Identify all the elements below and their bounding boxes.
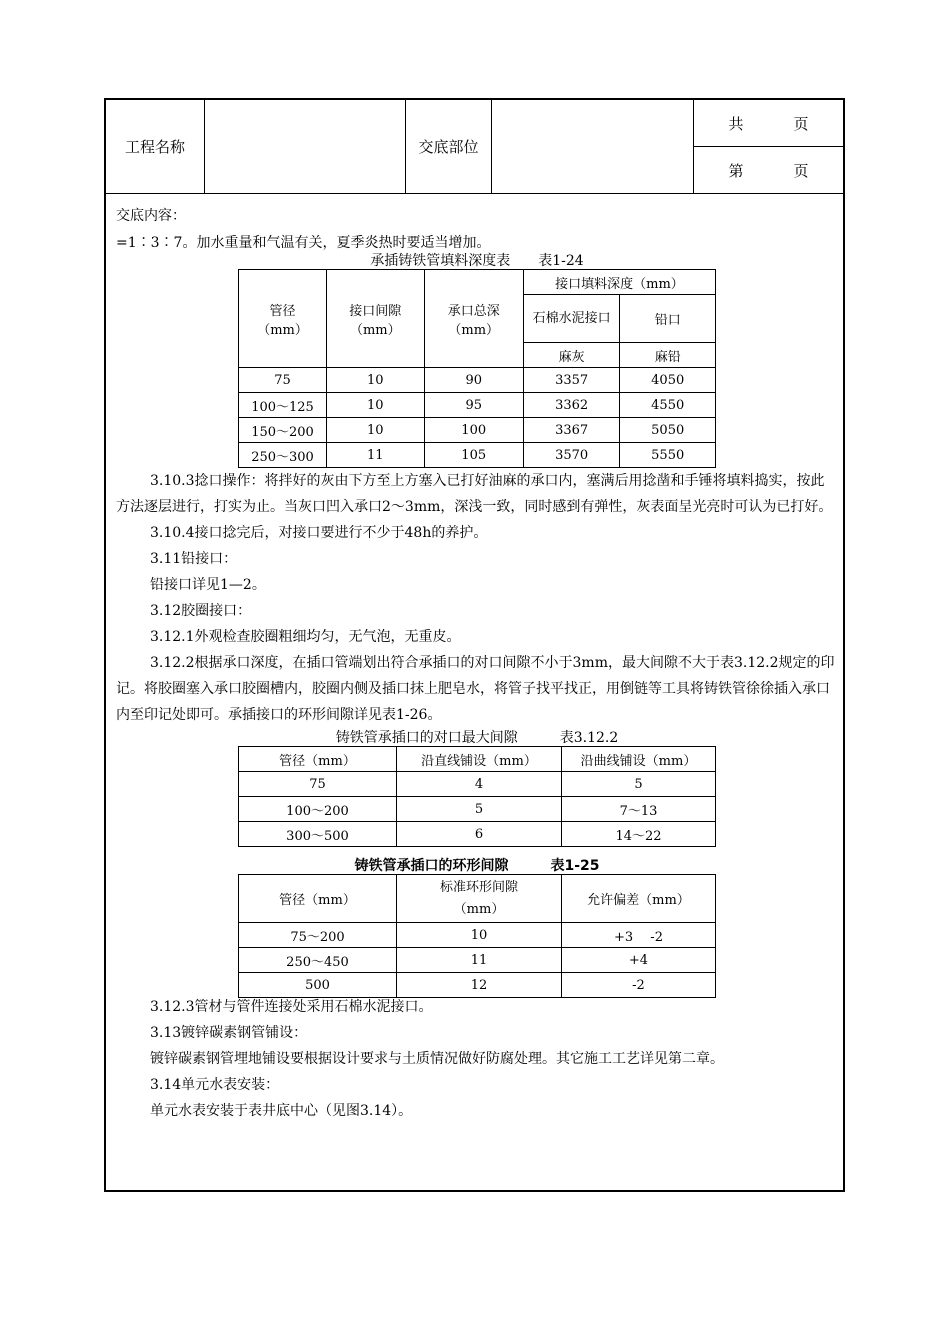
- location-value[interactable]: [492, 100, 694, 193]
- t1-h-depth: 承口总深 （mm）: [424, 270, 523, 368]
- table-row: 300～500 6 14～22: [239, 822, 716, 847]
- table-row: 75～200 10 +3 -2: [239, 923, 716, 948]
- t3-h-diameter: 管径（mm）: [239, 875, 397, 923]
- t2-h-curve: 沿曲线铺设（mm）: [562, 747, 716, 772]
- para-3-14: 3.14单元水表安装：: [150, 1077, 280, 1093]
- location-label: 交底部位: [406, 100, 492, 193]
- table-row: 250～300 11 105 3570 5550: [239, 443, 716, 468]
- para-3-12-2: 3.12.2根据承口深度，在插口管端划出符合承插口的对口间隙不小于3mm，最大间隙不大于表3.12.2规定的印记。将胶圈塞入承口胶圈槽内，胶圈内侧及插口抹上肥皂水，将管子找平找正，用倒链等工具将铸铁管徐徐插入承口内至印记处即可。承插接口的环形间隙详见表1-26。: [116, 655, 835, 723]
- table-row: 250～450 11 +4: [239, 948, 716, 973]
- total-pages-unit: 页: [793, 114, 809, 133]
- table3-caption: 铸铁管承插口的环形间隙 表1-25: [354, 858, 600, 874]
- t3-h-gap: 标准环形间隙 （mm）: [397, 875, 562, 923]
- page-number-label: 第: [728, 161, 744, 180]
- table1-caption: 承插铸铁管填料深度表 表1-24: [370, 253, 584, 269]
- para-3-13: 3.13镀锌碳素钢管铺设：: [150, 1025, 308, 1041]
- t1-h-gap: 接口间隙 （mm）: [327, 270, 424, 368]
- para-3-12-1: 3.12.1外观检查胶圈粗细均匀，无气泡，无重皮。: [150, 629, 461, 645]
- t2-h-diameter: 管径（mm）: [239, 747, 397, 772]
- table1-fill-depth: [238, 269, 716, 468]
- table-row: 500 12 -2: [239, 973, 716, 998]
- para-3-11-detail: 铅接口详见1—2。: [150, 577, 266, 593]
- form-header: [106, 100, 843, 194]
- table3-annular-gap: [238, 874, 716, 998]
- table-row: 100～200 5 7～13: [239, 797, 716, 822]
- para-3-10-3: 3.10.3捻口操作：将拌好的灰由下方至上方塞入已打好油麻的承口内，塞满后用捻凿和手锤将填料捣实，按此方法逐层进行，打实为止。当灰口凹入承口2～3mm，深浅一致，同时感到有弹性，灰表面呈光亮时可认为已打好。: [116, 473, 833, 515]
- disclosure-form: [104, 98, 845, 1192]
- content-body: [116, 203, 838, 1124]
- page-number: [694, 147, 843, 193]
- total-pages-label: 共: [728, 114, 744, 133]
- t1-h-lead: 铅口: [620, 295, 716, 343]
- t3-h-tolerance: 允许偏差（mm）: [562, 875, 716, 923]
- para-3-10-4: 3.10.4接口捻完后，对接口要进行不少于48h的养护。: [150, 525, 488, 541]
- para-3-12: 3.12胶圈接口：: [150, 603, 252, 619]
- intro-line: =1∶3∶7。加水重量和气温有关，夏季炎热时要适当增加。: [116, 235, 491, 251]
- t1-h-fill: 接口填料深度（mm）: [523, 270, 715, 295]
- table-row: 75 4 5: [239, 772, 716, 797]
- t2-h-straight: 沿直线铺设（mm）: [397, 747, 562, 772]
- t1-h-hemp-lead: 麻铅: [620, 343, 716, 368]
- project-name-label: 工程名称: [106, 100, 205, 193]
- table-row: 150～200 10 100 3367 5050: [239, 418, 716, 443]
- table-row: 75 10 90 3357 4050: [239, 368, 716, 393]
- para-3-12-3: 3.12.3管材与管件连接处采用石棉水泥接口。: [150, 999, 433, 1015]
- content-label: 交底内容：: [116, 208, 186, 224]
- para-3-11: 3.11铅接口：: [150, 551, 238, 567]
- para-3-14-detail: 单元水表安装于表井底中心（见图3.14）。: [150, 1103, 413, 1119]
- t1-h-asbestos: 石棉水泥接口: [523, 295, 620, 343]
- table2-caption: 铸铁管承插口的对口最大间隙 表3.12.2: [335, 730, 619, 746]
- project-name-value[interactable]: [205, 100, 406, 193]
- para-3-13-detail: 镀锌碳素钢管埋地铺设要根据设计要求与土质情况做好防腐处理。其它施工工艺详见第二章。: [150, 1051, 724, 1067]
- t1-h-diameter: 管径 （mm）: [239, 270, 327, 368]
- table-row: 100～125 10 95 3362 4550: [239, 393, 716, 418]
- table2-max-gap: [238, 746, 716, 847]
- page-number-unit: 页: [793, 161, 809, 180]
- total-pages: [694, 100, 843, 147]
- t1-h-hemp-ash: 麻灰: [523, 343, 620, 368]
